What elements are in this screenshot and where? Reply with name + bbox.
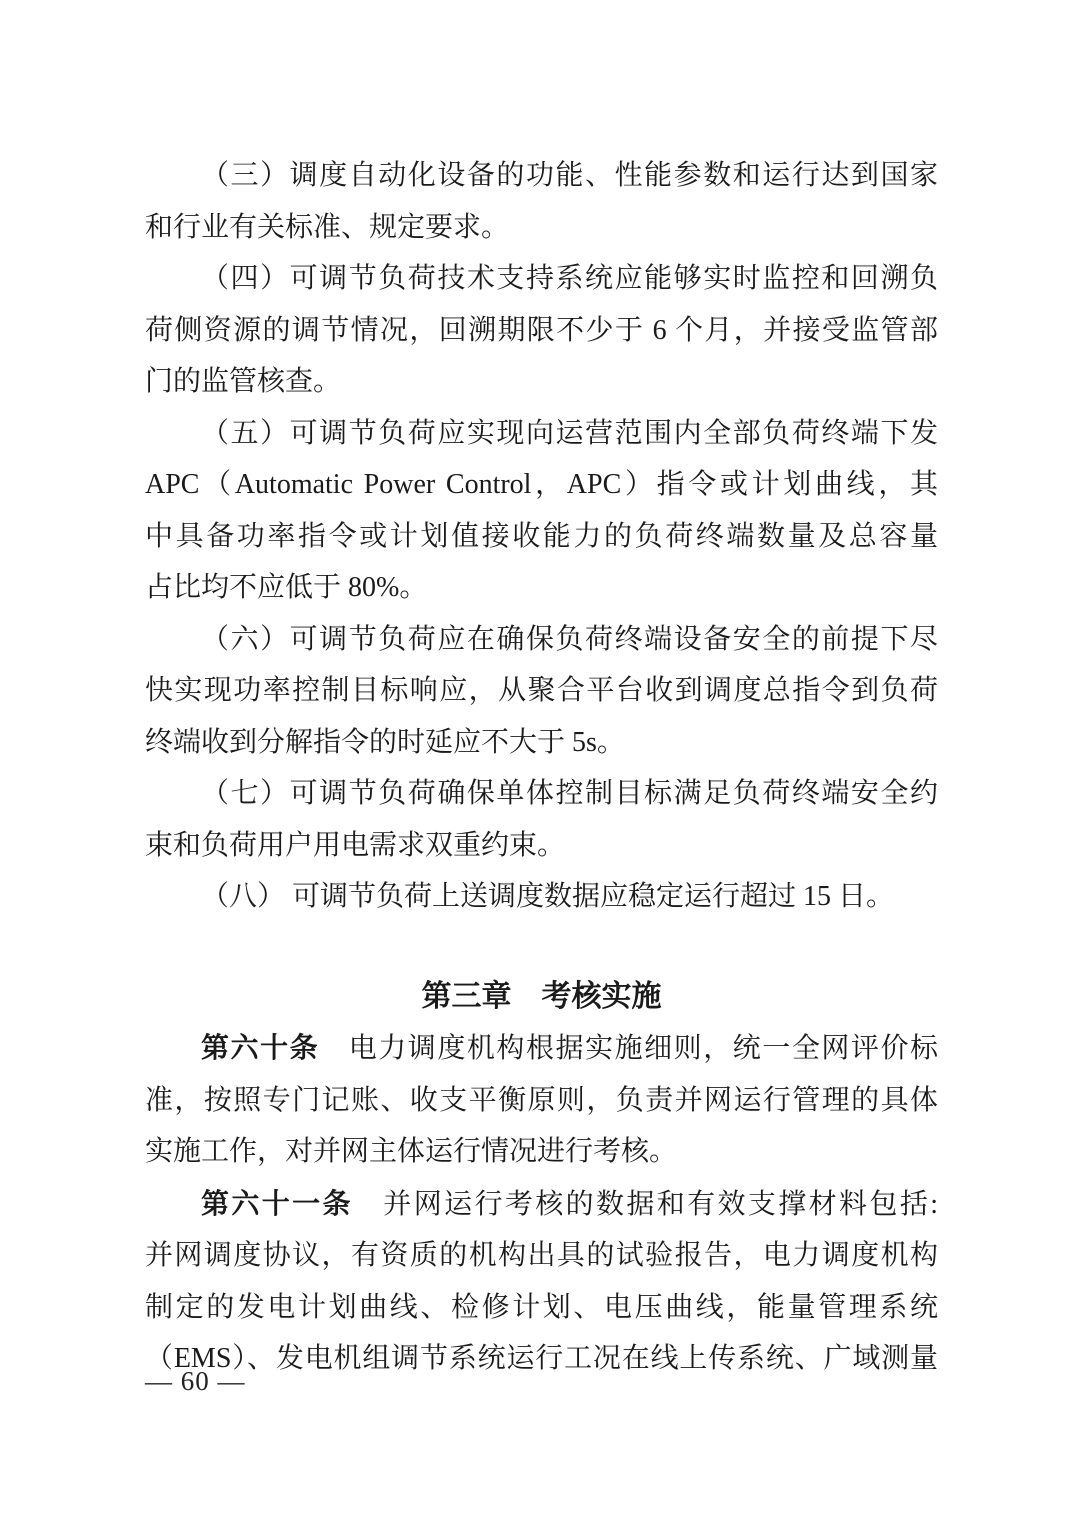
text-line: （五）可调节负荷应实现向运营范围内全部负荷终端下发 — [201, 417, 938, 449]
document-body — [145, 150, 938, 1385]
text-line: 终端收到分解指令的时延应不大于 5s。 — [145, 726, 625, 758]
text-line: （八） 可调节负荷上送调度数据应稳定运行超过 15 日。 — [201, 881, 895, 912]
text-line: 制定的发电计划曲线、检修计划、电压曲线，能量管理系统 — [145, 1291, 938, 1323]
text-line: 并网调度协议，有资质的机构出具的试验报告，电力调度机构 — [145, 1240, 938, 1271]
page-number: — 60 — — [145, 1366, 246, 1396]
text-line: 准，按照专门记账、收支平衡原则，负责并网运行管理的具体 — [145, 1084, 938, 1116]
text-line: 和行业有关标准、规定要求。 — [145, 211, 510, 243]
text-line: 快实现功率控制目标响应，从聚合平台收到调度总指令到负荷 — [145, 675, 938, 706]
text-line: 束和负荷用户用电需求双重约束。 — [145, 829, 566, 861]
text-line: 第六十一条 并网运行考核的数据和有效支撑材料包括: — [201, 1187, 938, 1220]
text-line: 荷侧资源的调节情况，回溯期限不少于 6 个月，并接受监管部 — [145, 314, 938, 346]
text-line: 门的监管核查。 — [145, 366, 342, 397]
text-line: 中具备功率指令或计划值接收能力的负荷终端数量及总容量 — [145, 520, 938, 552]
text-line: 第六十条 电力调度机构根据实施细则，统一全网评价标 — [201, 1032, 938, 1064]
text-line: 占比均不应低于 80%。 — [145, 572, 428, 603]
article-number: 第六十一条 — [201, 1187, 353, 1219]
article-number: 第六十条 — [201, 1032, 320, 1063]
text-line: （EMS）、发电机组调节系统运行工况在线上传系统、广域测量 — [145, 1343, 938, 1374]
text-line: （七）可调节负荷确保单体控制目标满足负荷终端安全约 — [201, 778, 938, 809]
text-line: （三）调度自动化设备的功能、性能参数和运行达到国家 — [201, 160, 938, 191]
text-line: （六）可调节负荷应在确保负荷终端设备安全的前提下尽 — [201, 623, 938, 655]
text-line: 实施工作，对并网主体运行情况进行考核。 — [145, 1136, 678, 1167]
text-line: （四）可调节负荷技术支持系统应能够实时监控和回溯负 — [201, 263, 938, 294]
text-line: APC（Automatic Power Control，APC）指令或计划曲线，其 — [145, 469, 938, 500]
chapter-heading: 第三章 考核实施 — [421, 979, 662, 1013]
